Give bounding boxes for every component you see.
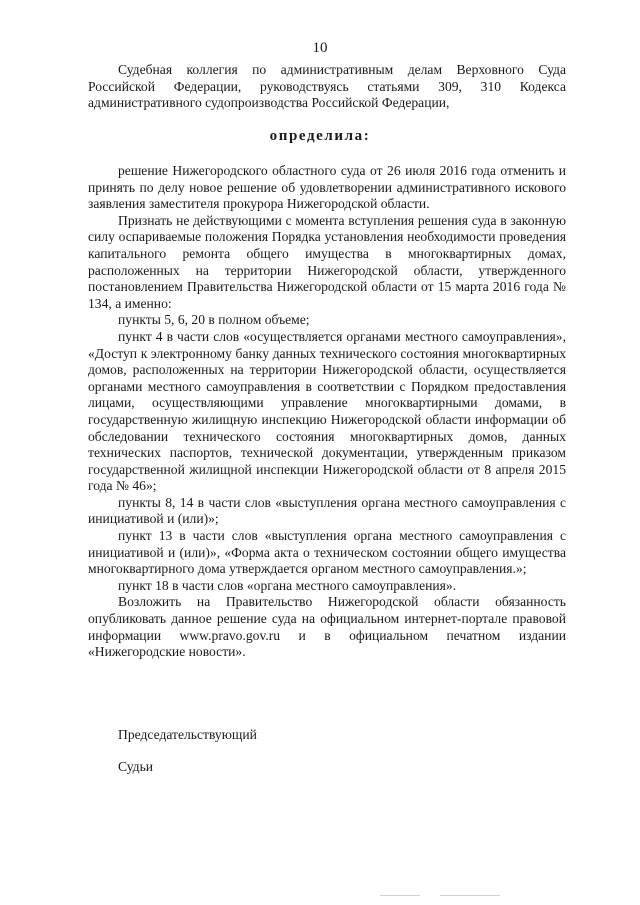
ruling-paragraph-8: Возложить на Правительство Нижегородской области обязанность опубликовать данное решение суда на официальном интернет-портале правовой информации www.pravo.gov.ru и в официальном печатном издании «Нижегородские новости». [88,594,566,660]
presiding-judge-signature: Председательствующий [118,727,257,742]
judges-signature: Судьи [118,759,154,774]
intro-paragraph: Судебная коллегия по административным делам Верховного Суда Российской Федерации, руководствуясь статьями 309, 310 Кодекса административного судопроизводства Российской Федерации, [88,62,566,111]
ruling-paragraph-5: пункты 8, 14 в части слов «выступления органа местного самоуправления с инициативой и (или)»; [88,494,566,527]
ruling-paragraph-2: Признать не действующими с момента вступления решения суда в законную силу оспариваемые положения Порядка установления необходимости проведения капитального ремонта общего имущества в многоквартирных домах, расположенных на территории Нижегородской области, утвержденного постановлением Правительства Нижегородской области от 15 марта 2016 года № 134, а именно: [88,212,566,311]
ruling-paragraph-6: пункт 13 в части слов «выступления органа местного самоуправления с инициативой и (или)», «Форма акта о техническом состоянии общего имущества многоквартирного дома утверждается органом местного самоуправления.»; [88,528,566,577]
page-number: 10 [312,40,328,56]
ruling-paragraph-1: решение Нижегородского областного суда от 26 июля 2016 года отменить и принять по делу новое решение об удовлетворении административного искового заявления заместителя прокурора Нижегородской области. [88,163,566,212]
ruling-paragraph-3: пункты 5, 6, 20 в полном объеме; [118,312,310,328]
ruling-paragraph-7: пункт 18 в части слов «органа местного самоуправления». [118,577,457,593]
scan-artifact [380,895,420,896]
ruling-body [88,163,566,661]
scan-artifact [440,895,500,896]
ruling-paragraph-4: пункт 4 в части слов «осуществляется органами местного самоуправления», «Доступ к электронному банку данных технического состояния многоквартирных домов, расположенных на территории Нижегородской области, осуществляется органами местного самоуправления в соответствии с Порядком предоставления лицами, осуществляющими управление многоквартирными домами, в государственную жилищную инспекцию Нижегородской области информации об обследовании технического состояния многоквартирных домов, данных технических паспортов, технической документации, утвержденным приказом государственной жилищной инспекции Нижегородской области от 8 апреля 2015 года № 46»; [88,328,566,494]
ruling-heading: определила: [269,128,371,144]
intro-block [88,62,566,112]
